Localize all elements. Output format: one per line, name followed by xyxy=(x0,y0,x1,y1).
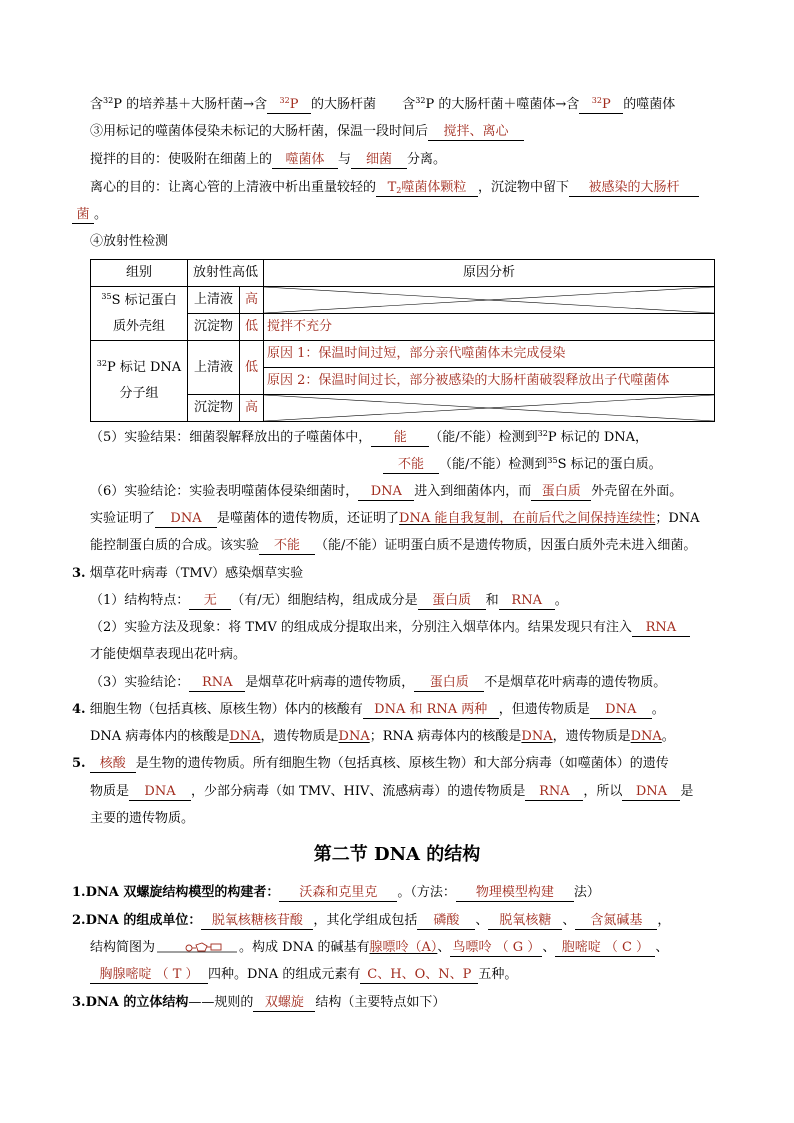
item-3-title: 3. 烟草花叶病毒（TMV）感染烟草实验 xyxy=(72,566,304,581)
answer-blank: DNA xyxy=(129,784,191,801)
answer-blank: 能 xyxy=(371,430,429,447)
dna-item-2-line-1: 2.DNA 的组成单位： 脱氧核糖核苷酸 ，其化学组成包括 磷酸 、 脱氧核糖 、 含氮碱基 ， xyxy=(72,913,671,928)
answer-blank: 磷酸 xyxy=(417,913,475,930)
line-3: 搅拌的目的：使吸附在细菌上的 噬菌体 与 细菌 分离。 xyxy=(90,152,447,167)
item-3-line-2: （2）实验方法及现象：将 TMV 的组成成分提取出来，分别注入烟草体内。结果发现只有注入 RNA xyxy=(90,619,690,637)
answer-blank: DNA 能自我复制，在前后代之间保持连续性 xyxy=(399,511,656,526)
table-header-row xyxy=(91,260,715,287)
line-1: 含$^{32}$P 的培养基＋大肠杆菌→含 $^{32}$P 的大肠杆菌 含$^{32}$P 的大肠杆菌＋噬菌体→含 $^{32}$P 的噬菌体 xyxy=(90,96,676,112)
answer-blank: $^{32}$P xyxy=(267,97,311,114)
answer-blank: RNA xyxy=(499,593,555,610)
answer-blank: 沃森和克里克 xyxy=(279,885,397,902)
answer-blank: 含氮碱基 xyxy=(575,913,657,930)
header-level: 放射性高低 xyxy=(188,260,264,287)
group-32p: $^{32}$P 标记 DNA 分子组 xyxy=(91,341,188,422)
line-2: ③用标记的噬菌体侵染未标记的大肠杆菌，保温一段时间后 搅拌、离心 xyxy=(90,123,524,141)
answer-blank: $^{32}$P xyxy=(579,97,623,114)
answer-blank: 脱氧核糖 xyxy=(488,913,562,930)
answer-blank: 不能 xyxy=(259,538,315,555)
answer-blank: 菌 xyxy=(72,207,94,224)
table-row: $^{35}$S 标记蛋白 质外壳组 上清液 高 xyxy=(91,287,715,314)
conclusion-line-1: （6）实验结论：实验表明噬菌体侵染细菌时， DNA 进入到细菌体内，而 蛋白质 外壳留在外面。 xyxy=(90,484,683,499)
item-5-line-2: 物质是 DNA ，少部分病毒（如 TMV、HIV、流感病毒）的遗传物质是 RNA ，所以 DNA 是 xyxy=(90,784,694,799)
answer-blank: 蛋白质 xyxy=(414,675,484,692)
item-5-line-3: 主要的遗传物质。 xyxy=(90,811,195,826)
header-group: 组别 xyxy=(91,260,188,287)
table-row: 沉淀物 低 搅拌不充分 xyxy=(91,314,715,341)
section-title: 第二节 DNA 的结构 xyxy=(313,844,481,865)
answer-blank: 细菌 xyxy=(351,152,407,169)
answer-blank: DNA xyxy=(358,484,414,501)
nucleotide-diagram xyxy=(155,939,239,957)
empty-cell-crossed xyxy=(264,287,715,314)
answer-blank: 蛋白质 xyxy=(418,593,486,610)
line-5: 菌 。 xyxy=(72,206,107,224)
conclusion-line-3: 能控制蛋白质的合成。该实验 不能 （能/不能）证明蛋白质不是遗传物质，因蛋白质外壳未进入细菌。 xyxy=(90,538,697,553)
answer-blank: 物理模型构建 xyxy=(456,885,574,902)
answer-blank: 鸟嘌呤 （ G ） xyxy=(450,940,542,957)
item-3-line-3: 才能使烟草表现出花叶病。 xyxy=(90,647,247,662)
table-row: 原因 2：保温时间过长，部分被感染的大肠杆菌破裂释放出子代噬菌体 xyxy=(91,368,715,395)
conclusion-line-2: 实验证明了 DNA 是噬菌体的遗传物质，还证明了DNA 能自我复制，在前后代之间保持连续性；DNA xyxy=(90,511,700,526)
answer-blank: DNA xyxy=(155,511,217,528)
group-35s: $^{35}$S 标记蛋白 质外壳组 xyxy=(91,287,188,341)
result-line-1: （5）实验结果：细菌裂解释放出的子噬菌体中， 能 （能/不能）检测到$^{32}$P 标记的 DNA， xyxy=(90,429,649,445)
result-line-2: 不能 （能/不能）检测到$^{35}$S 标记的蛋白质。 xyxy=(383,456,662,474)
answer-blank: 脱氧核糖核苷酸 xyxy=(201,913,313,930)
answer-blank: 胞嘧啶 （ C ） xyxy=(555,940,655,957)
item-4-line-2: DNA 病毒体内的核酸是DNA，遗传物质是DNA；RNA 病毒体内的核酸是DNA，遗传物质是DNA。 xyxy=(90,729,675,744)
answer-blank: 无 xyxy=(189,593,231,610)
table-row: $^{32}$P 标记 DNA 分子组 上清液 低 原因 1：保温时间过短，部分亲代噬菌体未完成侵染 xyxy=(91,341,715,368)
answer-blank: 双螺旋 xyxy=(253,995,315,1012)
answer-blank: $T_2$噬菌体颗粒 xyxy=(376,180,478,197)
item-3-line-4: （3）实验结论： RNA 是烟草花叶病毒的遗传物质， 蛋白质 不是烟草花叶病毒的遗传物质。 xyxy=(90,675,667,690)
empty-cell-crossed xyxy=(264,395,715,422)
answer-blank: C、H、O、N、P xyxy=(360,967,478,984)
answer-blank: 胸腺嘧啶 （ T ） xyxy=(90,967,208,984)
dna-item-1: 1.DNA 双螺旋结构模型的构建者： 沃森和克里克 。（方法： 物理模型构建 法） xyxy=(72,885,600,900)
item-4-line-1: 4. 细胞生物（包括真核、原核生物）体内的核酸有 DNA 和 RNA 两种 ，但遗传物质是 DNA 。 xyxy=(72,702,665,717)
header-reason: 原因分析 xyxy=(264,260,715,287)
line-4: 离心的目的：让离心管的上清液中析出重量较轻的 $T_2$噬菌体颗粒 ，沉淀物中留下 被感染的大肠杆 xyxy=(90,179,699,197)
line-6: ④放射性检测 xyxy=(90,234,169,249)
dna-item-2-line-2: 结构简图为 。构成 DNA 的碱基有腺嘌呤（A）、 鸟嘌呤 （ G ） 、 胞嘧啶 （ C ） 、 xyxy=(90,940,669,955)
item-3-line-1: （1）结构特点： 无 （有/无）细胞结构，组成成分是 蛋白质 和 RNA 。 xyxy=(90,593,568,608)
answer-blank: DNA 和 RNA 两种 xyxy=(363,702,499,719)
answer-blank: DNA xyxy=(622,784,680,801)
answer-blank: 不能 xyxy=(383,457,439,474)
answer-blank: DNA xyxy=(590,702,652,719)
answer-blank: 被感染的大肠杆 xyxy=(569,180,699,197)
answer-blank: 噬菌体 xyxy=(272,152,338,169)
table-row: 沉淀物 高 xyxy=(91,395,715,422)
answer-blank: 蛋白质 xyxy=(531,484,591,501)
radioactivity-table xyxy=(90,259,715,422)
answer-blank: RNA xyxy=(632,620,690,637)
item-5-line-1: 5. 核酸 是生物的遗传物质。所有细胞生物（包括真核、原核生物）和大部分病毒（如噬菌体）的遗传 xyxy=(72,756,669,771)
dna-item-3: 3.DNA 的立体结构——规则的 双螺旋 结构（主要特点如下） xyxy=(72,995,446,1010)
answer-blank: RNA xyxy=(525,784,583,801)
answer-blank: 核酸 xyxy=(90,756,136,773)
dna-item-2-line-3: 胸腺嘧啶 （ T ） 四种。DNA 的组成元素有 C、H、O、N、P 五种。 xyxy=(90,966,517,984)
answer-blank: 搅拌、离心 xyxy=(428,124,524,141)
answer-blank: RNA xyxy=(189,675,245,692)
